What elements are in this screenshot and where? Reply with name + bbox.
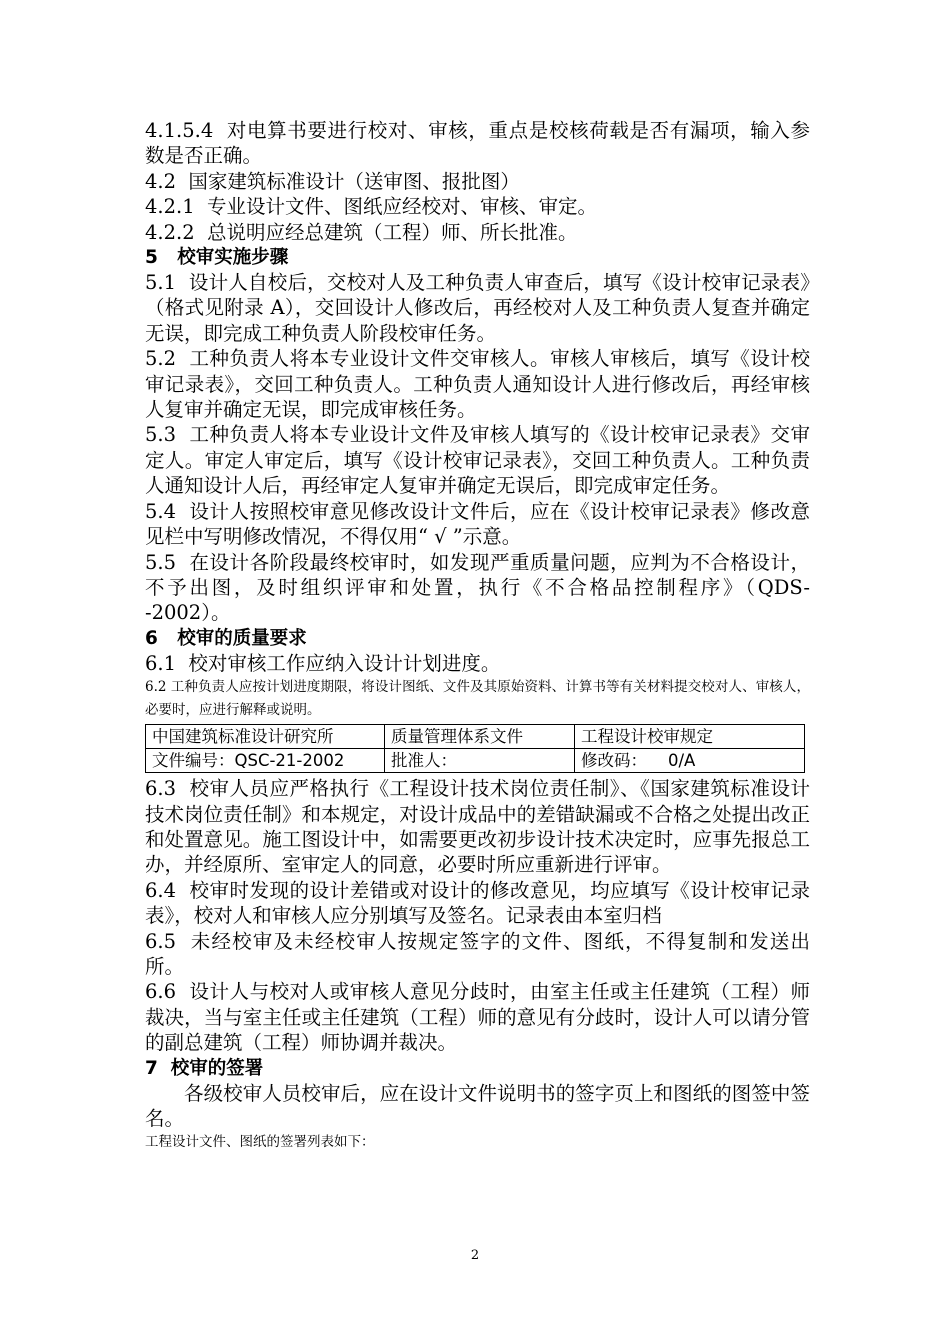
clause-5-4: 5.4 设计人按照校审意见修改设计文件后，应在《设计校审记录表》修改意见栏中写明修改情况，不得仅用“ √ ”示意。: [145, 499, 810, 549]
clause-6-2: 6.2 工种负责人应按计划进度期限，将设计图纸、文件及其原始资料、计算书等有关材料提交校对人、审核人，必要时，应进行解释或说明。: [145, 679, 810, 719]
clause-7-text: 各级校审人员校审后，应在设计文件说明书的签字页上和图纸的图签中签名。: [145, 1081, 810, 1130]
clause-4-2-2: 4.2.2 总说明应经总建筑（工程）师、所长批准。: [145, 220, 578, 244]
clause-6-6: 6.6 设计人与校对人或审核人意见分歧时，由室主任或主任建筑（工程）师裁决，当与室主任或主任建筑（工程）师的意见有分歧时，设计人可以请分管的副总建筑（工程）师协调并裁决。: [145, 980, 810, 1055]
doc-type-cell: 质量管理体系文件: [385, 725, 575, 749]
clause-5-3: 5.3 工种负责人将本专业设计文件及审核人填写的《设计校审记录表》交审定人。审定人审定后，填写《设计校审记录表》，交回工种负责人。工种负责人通知设计人后，再经审定人复审并确定无误后，即完成审定任务。: [145, 423, 810, 498]
clause-4-2-1: 4.2.1 专业设计文件、图纸应经校对、审核、审定。: [145, 195, 598, 219]
clause-5-1: 5.1 设计人自校后，交校对人及工种负责人审查后，填写《设计校审记录表》（格式见附录 A），交回设计人修改后，再经校对人及工种负责人复查并确定无误，即完成工种负责人阶段校审任务。: [145, 271, 810, 345]
clause-6-5: 6.5 未经校审及未经校审人按规定签字的文件、图纸，不得复制和发送出所。: [145, 929, 810, 978]
org-cell: 中国建筑标准设计研究所: [146, 725, 385, 749]
clause-6-3: 6.3 校审人员应严格执行《工程设计技术岗位责任制》、《国家建筑标准设计技术岗位责任制》和本规定，对设计成品中的差错缺漏或不合格之处提出改正和处置意见。施工图设计中，如需要更改初步设计技术决定时，应事先报总工办，并经原所、室审定人的同意，必要时所应重新进行评审。: [145, 777, 810, 877]
header-row-2: [146, 749, 805, 773]
section-6-heading: 6 校审的质量要求: [145, 627, 307, 649]
clause-4-2: 4.2 国家建筑标准设计（送审图、报批图）: [145, 169, 520, 193]
page-number: 2: [470, 1248, 480, 1263]
header-row-1: [146, 725, 805, 749]
clause-6-4: 6.4 校审时发现的设计差错或对设计的修改意见，均应填写《设计校审记录表》，校对人和审核人应分别填写及签名。记录表由本室归档: [145, 878, 810, 928]
document-header-table: [145, 724, 805, 773]
clause-5-2: 5.2 工种负责人将本专业设计文件交审核人。审核人审核后，填写《设计校审记录表》，交回工种负责人。工种负责人通知设计人进行修改后，再经审核人复审并确定无误，即完成审核任务。: [145, 347, 810, 422]
section-7-heading: 7 校审的签署: [145, 1057, 264, 1079]
document-body: [145, 118, 823, 1154]
doc-no-cell: 文件编号：QSC-21-2002: [146, 749, 385, 773]
clause-4-1-5-4: 4.1.5.4 对电算书要进行校对、审核，重点是校核荷载是否有漏项，输入参数是否正确。: [145, 119, 810, 168]
revision-cell: 修改码： 0/A: [575, 749, 805, 773]
section-5-heading: 5 校审实施步骤: [145, 247, 289, 269]
clause-5-5: 5.5 在设计各阶段最终校审时，如发现严重质量问题，应判为不合格设计，不予出图，及时组织评审和处置，执行《不合格品控制程序》（QDS- -2002）。: [145, 550, 823, 625]
clause-7-list-intro: 工程设计文件、图纸的签署列表如下：: [145, 1134, 375, 1151]
doc-title-cell: 工程设计校审规定: [575, 725, 805, 749]
approver-cell: 批准人：: [385, 749, 575, 773]
clause-6-1: 6.1 校对审核工作应纳入设计计划进度。: [145, 651, 501, 675]
